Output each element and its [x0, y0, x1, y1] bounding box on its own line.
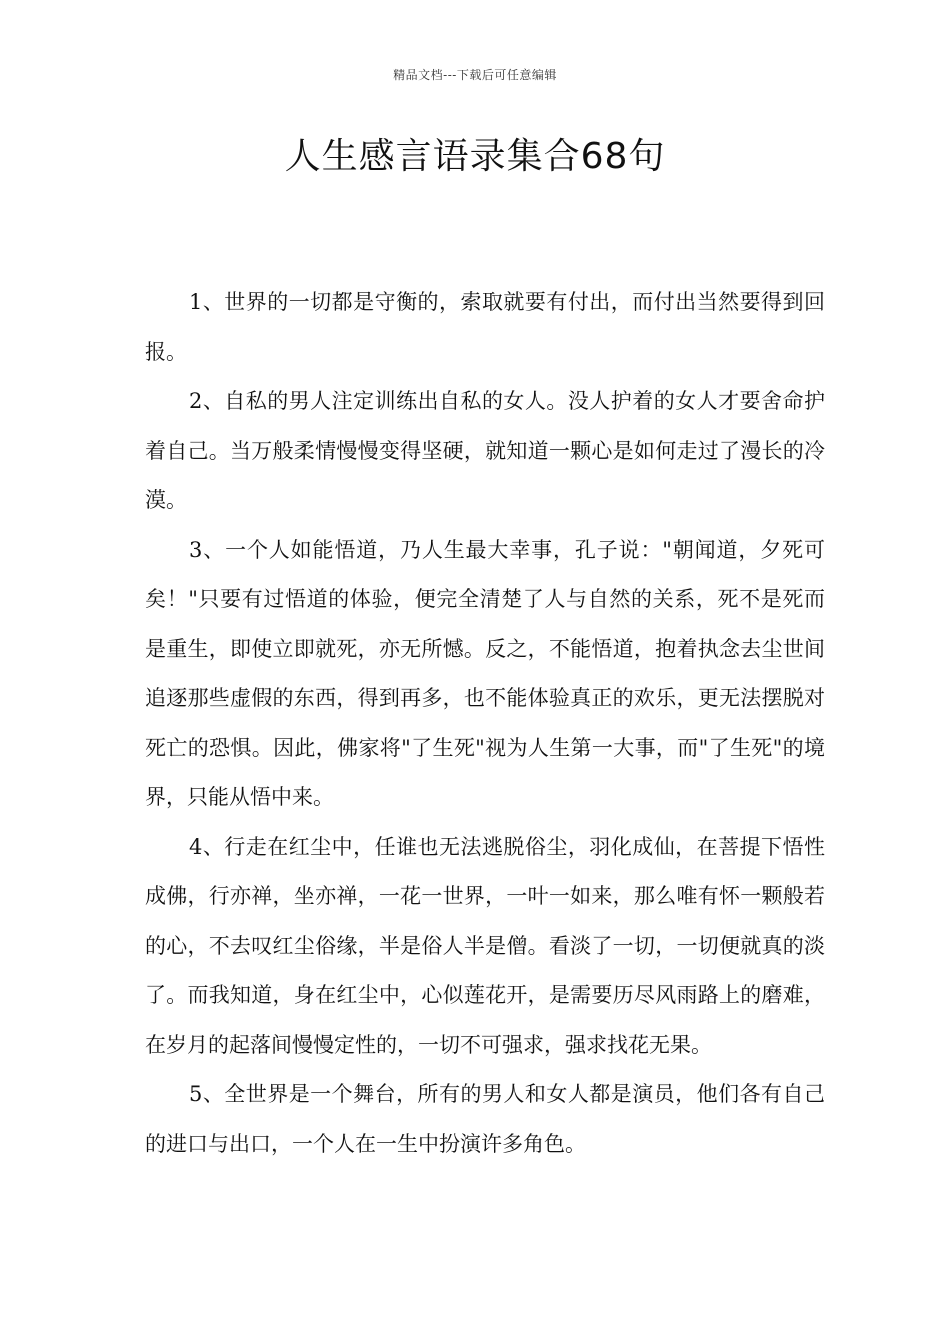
- paragraph-2: 2、自私的男人注定训练出自私的女人。没人护着的女人才要舍命护着自己。当万般柔情慢慢变得坚硬，就知道一颗心是如何走过了漫长的冷漠。: [145, 389, 825, 512]
- paragraph-5: 5、全世界是一个舞台，所有的男人和女人都是演员，他们各有自己的进口与出口，一个人在一生中扮演许多角色。: [145, 1082, 825, 1156]
- document-title: 人生感言语录集合68句: [284, 136, 666, 177]
- header-note: 精品文档---下载后可任意编辑: [393, 68, 557, 82]
- paragraph-1: 1、世界的一切都是守衡的，索取就要有付出，而付出当然要得到回报。: [145, 290, 825, 364]
- paragraph-3: 3、一个人如能悟道，乃人生最大幸事，孔子说："朝闻道，夕死可矣！"只要有过悟道的体验，便完全清楚了人与自然的关系，死不是死而是重生，即使立即就死，亦无所憾。反之，不能悟道，抱着执念去尘世间追逐那些虚假的东西，得到再多，也不能体验真正的欢乐，更无法摆脱对死亡的恐惧。因此，佛家将"了生死"视为人生第一大事，而"了生死"的境界，只能从悟中来。: [145, 537, 825, 809]
- paragraph-4: 4、行走在红尘中，任谁也无法逃脱俗尘，羽化成仙，在菩提下悟性成佛，行亦禅，坐亦禅，一花一世界，一叶一如来，那么唯有怀一颗般若的心，不去叹红尘俗缘，半是俗人半是僧。看淡了一切，一切便就真的淡了。而我知道，身在红尘中，心似莲花开，是需要历尽风雨路上的磨难，在岁月的起落间慢慢定性的，一切不可强求，强求找花无果。: [145, 834, 825, 1057]
- document-body: [145, 278, 825, 1169]
